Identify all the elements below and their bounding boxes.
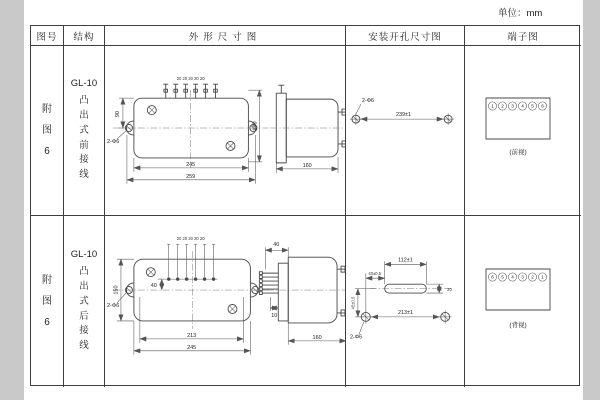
unit-label: 单位：mm	[498, 8, 543, 19]
dim-side-10: 10	[271, 312, 278, 319]
dim-150: 150	[113, 284, 120, 295]
header-terminal: 端子图	[465, 26, 581, 46]
row1-model: GL-10	[70, 78, 98, 90]
header-fig-no: 图号	[31, 26, 64, 46]
mounting-hole-icon	[439, 310, 452, 323]
dim-245: 245	[186, 161, 196, 168]
corner-screw-icon	[146, 267, 155, 276]
mounting-hole-icon	[350, 113, 362, 125]
dim-slot-offset-v: 45±0.5	[350, 296, 356, 309]
relay-side-view	[254, 257, 345, 323]
mounting-hole-icon	[442, 113, 454, 125]
corner-screw-icon	[226, 141, 235, 150]
dim-90: 90	[114, 110, 121, 117]
svg-text:3: 3	[511, 103, 514, 109]
row2-fig-no	[31, 216, 64, 387]
terminal-pitch-dims: 20 20 20 20 20	[176, 235, 205, 241]
mounting-hole-icon	[359, 310, 372, 323]
header-structure: 结构	[64, 26, 105, 46]
row2-install-cell	[346, 216, 465, 387]
dim-213: 213	[187, 332, 197, 339]
row1-structure	[64, 46, 105, 216]
svg-text:3: 3	[521, 274, 524, 280]
svg-text:2: 2	[501, 103, 504, 109]
svg-text:4: 4	[511, 274, 514, 280]
holes-label: 2-Φ6	[349, 334, 363, 341]
dim-holes-span: 239±1	[395, 111, 412, 118]
dim-slot-width: 112±1	[398, 256, 413, 263]
dim-holes-span: 213±1	[397, 309, 414, 316]
row1-fig-no	[31, 46, 64, 216]
svg-text:1: 1	[541, 274, 544, 280]
terminal-caption: (前视)	[509, 148, 527, 156]
dim-160: 160	[302, 162, 312, 169]
dim-259: 259	[186, 173, 196, 180]
terminal-caption: (背视)	[509, 321, 527, 329]
dim-slot-offset-h: 40±0.5	[368, 270, 382, 276]
row2-install-drawing	[346, 217, 464, 387]
row2-structure	[64, 216, 105, 387]
relay-side-view	[270, 85, 345, 163]
header-outline: 外形尺寸图	[105, 26, 346, 46]
svg-text:4: 4	[521, 103, 524, 109]
terminal-numbers	[488, 101, 546, 109]
dimension-table	[30, 25, 580, 386]
svg-text:5: 5	[531, 103, 534, 109]
rear-terminal-dots	[165, 244, 218, 281]
dim-245: 245	[187, 344, 197, 351]
row1-outline-cell	[105, 46, 346, 216]
row1-fig-no-text: 附图6	[42, 104, 52, 157]
svg-text:6: 6	[541, 103, 544, 109]
dim-slot-height: 20	[447, 286, 452, 292]
row1-terminal-diagram	[465, 46, 581, 216]
row2-outline-drawing	[105, 217, 345, 387]
row2-outline-cell	[105, 216, 346, 387]
row1-structure-text: 凸出式前接线	[79, 95, 89, 180]
terminal-pitch-dims: 20 20 20 20 20	[176, 75, 205, 81]
svg-text:5: 5	[501, 274, 504, 280]
row2-terminal-cell	[465, 216, 581, 387]
holes-label: 2-Φ6	[361, 97, 375, 104]
holes-label: 2-Φ6	[106, 302, 120, 309]
row1-terminal-cell	[465, 46, 581, 216]
row1-install-cell	[346, 46, 465, 216]
corner-screw-icon	[147, 105, 156, 114]
svg-text:2: 2	[531, 274, 534, 280]
corner-screw-icon	[228, 304, 237, 313]
row2-fig-no-text: 附图6	[42, 275, 52, 328]
svg-text:6: 6	[491, 274, 494, 280]
row1-outline-drawing	[105, 46, 345, 216]
holes-label: 2-Φ6	[106, 138, 120, 145]
svg-text:1: 1	[491, 103, 494, 109]
row2-terminal-diagram	[465, 217, 581, 387]
terminal-numbers	[488, 272, 546, 280]
dim-190: 190	[252, 120, 259, 131]
dim-40: 40	[150, 282, 157, 289]
rear-stud-comb	[259, 271, 278, 294]
dim-160: 160	[312, 334, 322, 341]
row2-structure-text: 凸出式后接线	[79, 266, 89, 351]
dim-side-40: 40	[273, 241, 280, 248]
row2-model: GL-10	[70, 249, 98, 261]
row1-install-drawing	[346, 46, 464, 216]
header-install: 安装开孔尺寸图	[346, 26, 465, 46]
